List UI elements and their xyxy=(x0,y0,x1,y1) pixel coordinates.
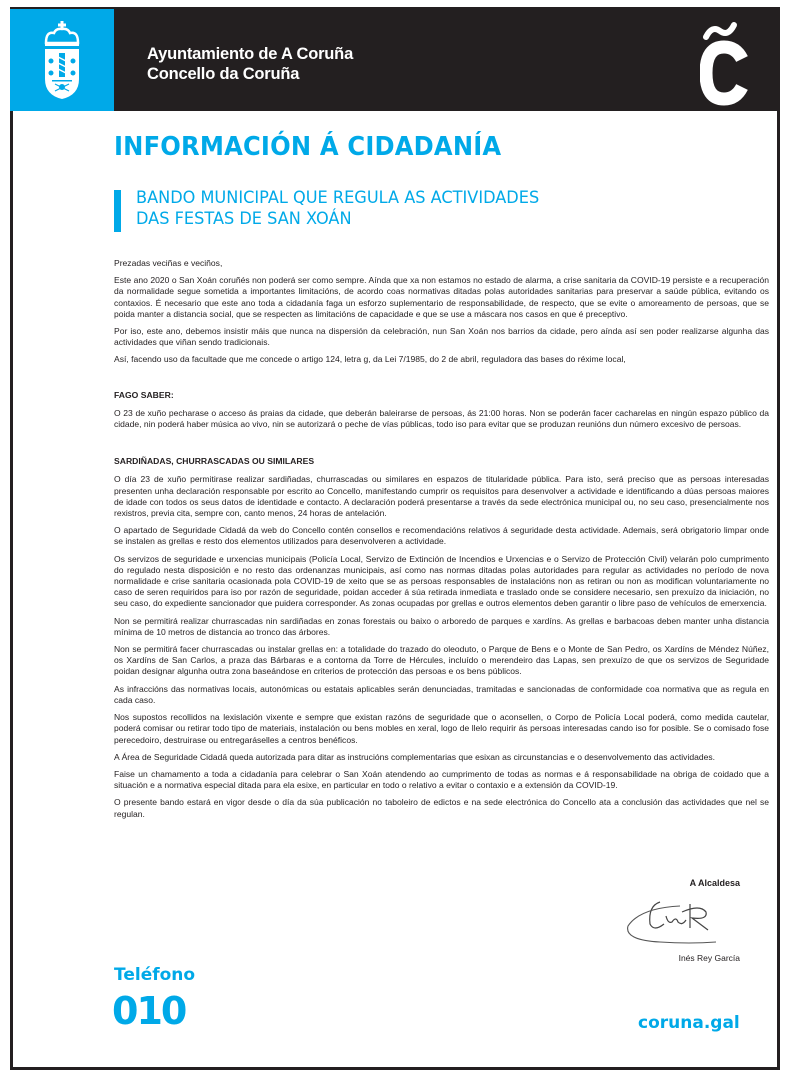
subtitle-line-1: BANDO MUNICIPAL QUE REGULA AS ACTIVIDADES xyxy=(136,188,540,208)
section-heading-fago-saber: FAGO SABER: xyxy=(114,389,174,400)
sardinadas-paragraph: O presente bando estará en vigor desde o día da súa publicación no taboleiro de edictos e na sede electrónica do Concello ata a conclusión das actividades que nel se regulan. xyxy=(114,797,769,819)
signatory-name: Inés Rey García xyxy=(678,953,740,963)
sardinadas-paragraph: Faise un chamamento a toda a cidadanía para celebrar o San Xoán atendendo ao cumprimento de todas as normas e á responsabilidade na obriga de coidado que a situación e a normativa especial ditada para ela esixe, en particular en todo o relativo a evitar o contaxio e a extensión da COVID-19. xyxy=(114,768,769,791)
sardinadas-paragraph: Nos supostos recollidos na lexislación vixente e sempre que existan razóns de seguridade que o aconsellen, o Corpo de Policía Local poderá, como medida cautelar, poderá comisar ou retirar todo tipo de materiais, instalación ou bens mobles en xeral, logo de llelo requirir ás persoas interesadas cando iso for posible. Se o comisado fose perecedoiro, destruirase ou entregaráselles a centros benéficos. xyxy=(114,712,769,745)
intro-paragraph: Así, facendo uso da facultade que me concede o artigo 124, letra g, da Lei 7/1985, do 2 de abril, reguladora das bases do réxime local, xyxy=(114,354,626,365)
document-body xyxy=(114,258,769,826)
phone-label: Teléfono xyxy=(114,965,196,985)
intro-paragraph: Este ano 2020 o San Xoán coruñés non poderá ser como sempre. Aínda que xa non estamos no estado de alarma, a crise sanitaria da COVID-19 persiste e a recuperación da normalidade segue sometida a importantes limitacións, de acordo coas normativas ditadas polas autoridades sanitarias para preservar a saúde pública, evitando os contaxios. É necesario que este ano toda a cidadanía faga un esforzo suplementario de responsabilidade, de respecto, que se evite o amoreamento de persoas, que se poida manter a distancia social, que se respecten as limitacións de capacidade e que se use a máscara nos casos en que é preceptivo. xyxy=(114,275,769,319)
greeting: Prezadas veciñas e veciños, xyxy=(114,258,223,268)
sardinadas-paragraph: Os servizos de seguridade e urxencias municipais (Policía Local, Servizo de Extinción de Incendios e Urxencias e o Servizo de Protección Civil) velarán polo cumprimento do regulado nesta disposición e no resto das ordenanzas municipais, así como nas normas ditadas polas autoridades para regular as actividades no período de nova normalidade e crise sanitaria ocasionada pola COVID-19 de xeito que se as persoas responsables de instalacións non as retiran ou non as modifican voluntariamente no caso de seren requiridos para iso por razón de seguridade, poidan acceder á súa retirada inmediata e traslado onde se considere necesario, sen prexuízo da iniciación, no seu caso, do expediente sancionador que puidera corresponder. As zonas ocupadas por grellas e outros elementos deben garantir o libre paso de vehículos de emerxencia. xyxy=(114,553,769,609)
subtitle-line-2: DAS FESTAS DE SAN XOÁN xyxy=(136,209,352,229)
org-name-galician: Concello da Coruña xyxy=(147,65,300,83)
subtitle-accent-bar xyxy=(114,190,121,232)
page-title: INFORMACIÓN Á CIDADANÍA xyxy=(114,132,502,162)
coat-of-arms-icon xyxy=(42,21,82,101)
header-bar xyxy=(10,7,777,111)
phone-number[interactable]: 010 xyxy=(112,989,186,1033)
sardinadas-paragraph: O apartado de Seguridade Cidadá da web do Concello contén consellos e recomendacións relativos á seguridade desta actividade. Ademais, será obrigatorio limpar onde se instalen as grellas e resto dos elementos utilizados para desenvolveren a actividade. xyxy=(114,525,769,547)
logo-block xyxy=(10,9,114,111)
subtitle xyxy=(136,188,539,230)
organization-name xyxy=(147,44,353,84)
sardinadas-paragraph: Non se permitirá facer churrascadas ou instalar grellas en: a totalidade do trazado do oleoduto, o Parque de Bens e o Monte de San Pedro, os Xardíns de Méndez Núñez, os Xardíns de San Carlos, a praza das Bárbaras e a contorna da Torre de Hércules, incluído o merendeiro das Lapas, sen prexuízo de que os servizos de Seguridade poidan designar algunha outra zona baseándose en criterios de protección das persoas e os bens públicos. xyxy=(114,644,769,677)
fago-saber-paragraph: O 23 de xuño pecharase o acceso ás praias da cidade, que deberán baleirarse de persoas, ás 21:00 horas. Non se poderán facer cacharelas en ningún espazo público da cidade, nin poderá haber música ao vivo, nin se autorizará o peche de vías públicas, todo iso para evitar que se produzan reunións dun número excesivo de persoas. xyxy=(114,407,769,430)
sardinadas-paragraph: A Área de Seguridade Cidadá queda autorizada para ditar as instrucións complementarias que esixan as circunstancias e o desenvolvemento das actividades. xyxy=(114,751,716,762)
sardinadas-paragraph: Non se permitirá realizar churrascadas nin sardiñadas en zonas forestais ou baixo o arboredo de parques e xardíns. As grellas e barbacoas deben manter unha distancia mínima de 10 metros de distancia ao tronco das árbores. xyxy=(114,615,769,637)
signature-block xyxy=(600,878,740,963)
website-link[interactable]: coruna.gal xyxy=(638,1013,740,1033)
sardinadas-paragraph: As infraccións das normativas locais, autonómicas ou estatais aplicables serán denunciadas, tramitadas e sancionadas de conformidade coa normativa que as regula en cada caso. xyxy=(114,683,769,705)
intro-paragraph: Por iso, este ano, debemos insistir máis que nunca na dispersión da celebración, nun San Xoán nos barrios da cidade, pero aínda así sen poder realizarse algunha das actividades que viñan sendo tradicionais. xyxy=(114,326,769,348)
section-heading-sardinadas: SARDIÑADAS, CHURRASCADAS OU SIMILARES xyxy=(114,456,315,467)
sardinadas-paragraph: O día 23 de xuño permitirase realizar sardiñadas, churrascadas ou similares en espazos de titularidade pública. Para isto, será preciso que as persoas interesadas presenten unha declaración responsable por escrito ao Concello, manifestando cumprir os requisitos para desenvolver a actividade e identificando a dúas persoas maiores de idade con todos os seus datos de identidade e contacto. A declaración poderá presentarse a través da sede electrónica municipal ou, no seu caso, presencialmente nos rexistros, previa cita, sempre con, canto menos, 24 horas de antelación. xyxy=(114,474,769,519)
org-name-spanish: Ayuntamiento de A Coruña xyxy=(147,45,354,63)
c-tilde-brand-icon xyxy=(700,17,750,107)
handwritten-signature-icon xyxy=(620,894,720,949)
signatory-title: A Alcaldesa xyxy=(689,878,740,888)
